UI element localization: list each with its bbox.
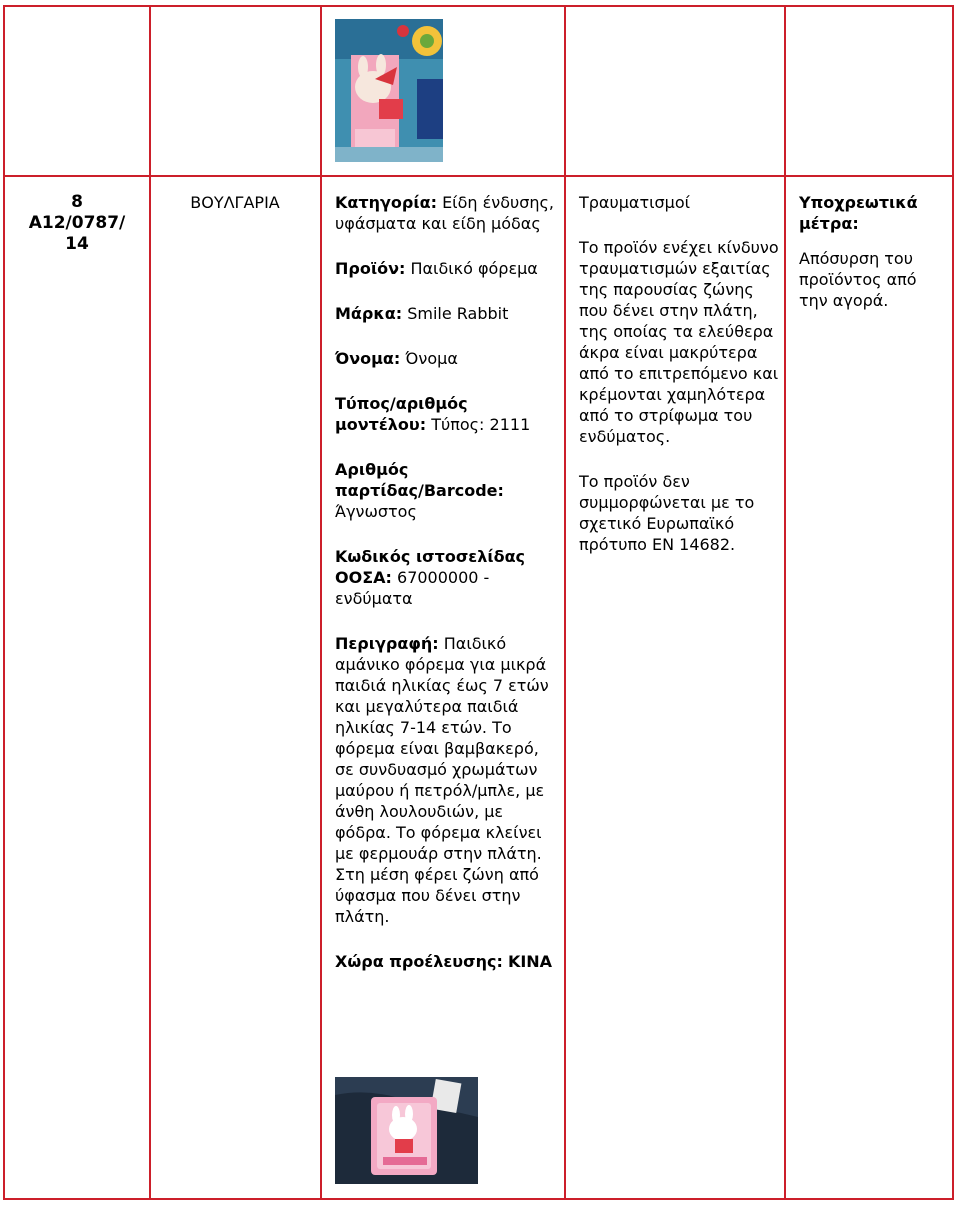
column-divider bbox=[320, 5, 322, 1200]
column-divider bbox=[564, 5, 566, 1200]
product-value: Παιδικό φόρεμα bbox=[410, 259, 538, 278]
country: ΒΟΥΛΓΑΡΙΑ bbox=[190, 193, 280, 212]
entry-number-cell bbox=[7, 192, 147, 255]
dress-label-photo bbox=[335, 1077, 478, 1184]
website-code-label: Κωδικός ιστοσελίδας ΟΟΣΑ: bbox=[335, 547, 526, 587]
risk-standard: Το προϊόν δεν συμμορφώνεται με το σχετικό Ευρωπαϊκό πρότυπο ΕΝ 14682. bbox=[579, 472, 755, 554]
batch-label: Αριθμός παρτίδας/Barcode: bbox=[335, 460, 504, 500]
measures-text: Απόσυρση του προϊόντος από την αγορά. bbox=[799, 249, 917, 310]
entry-reference: A12/0787/ 14 bbox=[28, 213, 126, 254]
column-divider bbox=[784, 5, 786, 1200]
measures-label: Υποχρεωτικά μέτρα: bbox=[799, 193, 918, 233]
website-code-value: 67000000 - ενδύματα bbox=[335, 568, 490, 608]
row-divider bbox=[3, 175, 954, 177]
batch-value: Άγνωστος bbox=[335, 502, 417, 521]
entry-number: 8 bbox=[71, 192, 83, 212]
brand-label: Μάρκα: bbox=[335, 304, 403, 323]
name-value: Όνομα bbox=[405, 349, 458, 368]
description-label: Περιγραφή: bbox=[335, 634, 439, 653]
risk-description: Το προϊόν ενέχει κίνδυνο τραυματισμών εξαιτίας της παρουσίας ζώνης που δένει στην πλάτη, της οποίας τα ελεύθερα άκρα είναι μακρύτερα από το επιτρεπόμενο και κρέμονται χαμηλότερα από το στρίφωμα του ενδύματος. bbox=[579, 238, 779, 446]
column-divider bbox=[149, 5, 151, 1200]
brand-value: Smile Rabbit bbox=[407, 304, 509, 323]
risk-cell bbox=[579, 192, 779, 579]
product-label: Προϊόν: bbox=[335, 259, 406, 278]
product-tag-photo bbox=[335, 19, 443, 162]
origin-label: Χώρα προέλευσης: bbox=[335, 952, 503, 971]
details-cell bbox=[335, 192, 557, 972]
origin-value: ΚΙΝΑ bbox=[507, 952, 553, 971]
category-value: Είδη ένδυσης, υφάσματα και είδη μόδας bbox=[335, 193, 554, 233]
description-value: Παιδικό αμάνικο φόρεμα για μικρά παιδιά ηλικίας έως 7 ετών και μεγαλύτερα παιδιά ηλικίας 7-14 ετών. Το φόρεμα είναι βαμβακερό, σε συνδυασμό χρωμάτων μαύρου ή πετρόλ/μπλε, με άνθη λουλουδιών, με φόδρα. Το φόρεμα κλείνει με φερμουάρ στην πλάτη. Στη μέση φέρει ζώνη από ύφασμα που δένει στην πλάτη. bbox=[335, 634, 549, 926]
name-label: Όνομα: bbox=[335, 349, 401, 368]
model-value: Τύπος: 2111 bbox=[431, 415, 531, 434]
model-label: Τύπος/αριθμός μοντέλου: bbox=[335, 394, 468, 434]
country-cell bbox=[152, 192, 318, 213]
risk-type: Τραυματισμοί bbox=[579, 193, 691, 212]
category-label: Κατηγορία: bbox=[335, 193, 437, 212]
measures-cell bbox=[799, 192, 949, 335]
